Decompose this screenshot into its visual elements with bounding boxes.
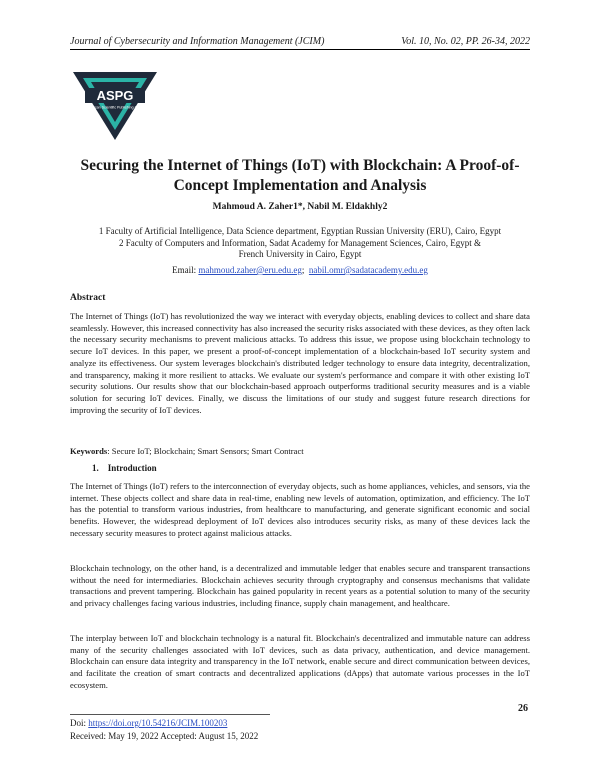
affiliations xyxy=(80,226,520,261)
intro-paragraph-1: The Internet of Things (IoT) refers to the interconnection of everyday objects, such as home appliances, vehicles, and sensors, via the internet. These objects collect and share data in real-time, enabling new levels of automation, optimization, and efficiency. The IoT has the potential to transform various industries, from healthcare to manufacturing, and generate significant economic and social benefits. However, the widespread deployment of IoT devices also introduces security risks, as many of these devices lack the necessary security measures to protect against malicious attacks. xyxy=(70,481,530,538)
affiliation-2-cont: French University in Cairo, Egypt xyxy=(238,249,362,259)
intro-paragraph-3: The interplay between IoT and blockchain technology is a natural fit. Blockchain's decentralized and immutable nature can address many of the security challenges associated with IoT devices, such as data privacy, authentication, and device management. Blockchain can ensure data integrity and transparency in the IoT network, enable secure and direct communication between devices, and facilitate the creation of smart contracts and decentralized applications (dApps) that automate various processes in the IoT ecosystem. xyxy=(70,633,530,690)
affiliation-2: 2 Faculty of Computers and Information, Sadat Academy for Management Sciences, Cairo, Egypt & xyxy=(119,237,481,248)
authors: Mahmoud A. Zaher1*, Nabil M. Eldakhly2 xyxy=(212,202,388,212)
page-number: 26 xyxy=(518,703,528,714)
affiliation-1: 1 Faculty of Artificial Intelligence, Data Science department, Egyptian Russian University (ERU), Cairo, Egypt xyxy=(98,226,502,236)
email-label: Email: xyxy=(172,265,197,275)
doi-link[interactable]: https://doi.org/10.54216/JCIM.100203 xyxy=(88,718,228,728)
logo-text: ASPG xyxy=(96,88,134,103)
paper-title: Securing the Internet of Things (IoT) with Blockchain: A Proof-of- Concept Implementation and Analysis xyxy=(80,157,520,194)
keywords-text: : Secure IoT; Blockchain; Smart Sensors; Smart Contract xyxy=(107,446,304,456)
keywords-label: Keywords xyxy=(70,446,108,456)
section-heading: 1. Introduction xyxy=(92,463,157,473)
received-dates: Received: May 19, 2022 Accepted: August 15, 2022 xyxy=(70,731,259,741)
abstract-text: The Internet of Things (IoT) has revolutionized the way we interact with everyday objects, enabling devices to collect and share data seamlessly. However, this increased connectivity has also increased the security risks associated with these devices, as they often lack the necessary security mechanisms to prevent malicious attacks. To address this issue, we propose using blockchain technology to secure IoT devices. In this paper, we present a proof-of-concept implementation of a blockchain-based IoT security system and analyze its effectiveness. Our system leverages blockchain's distributed ledger technology to ensure data integrity, decentralization, and transparency, making it more resilient to attacks. We evaluate our system's performance and compare it with other existing IoT security solutions. Our results show that our blockchain-based approach outperforms traditional security measures and is a viable solution for securing IoT devices. Finally, we discuss the limitations of our study and suggest future research directions for improving the security of IoT devices. xyxy=(70,311,530,415)
email-link-1[interactable]: mahmoud.zaher@eru.edu.eg xyxy=(198,265,302,275)
email-line: Email: mahmoud.zaher@eru.edu.eg; nabil.omr@sadatacademy.edu.eg xyxy=(172,265,428,275)
intro-paragraph-2: Blockchain technology, on the other hand, is a decentralized and immutable ledger that enables secure and transparent transactions without the need for intermediaries. Blockchain achieves security through cryptography and consensus mechanisms that validate transactions and prevent tampering. Blockchain has gained popularity in recent years as a potential solution to many of the security and privacy challenges facing various industries, including finance, supply chain management, and healthcare. xyxy=(70,563,530,609)
aspg-logo xyxy=(71,70,159,142)
running-header xyxy=(70,36,530,50)
journal-name: Journal of Cybersecurity and Information Management (JCIM) xyxy=(70,36,325,47)
doi-line: Doi: https://doi.org/10.54216/JCIM.100203 xyxy=(70,718,228,728)
footer-rule xyxy=(70,714,270,715)
email-link-2[interactable]: nabil.omr@sadatacademy.edu.eg xyxy=(308,265,428,275)
header-rule xyxy=(70,49,530,50)
keywords xyxy=(70,446,530,456)
volume-info: Vol. 10, No. 02, PP. 26-34, 2022 xyxy=(401,36,530,47)
abstract-heading: Abstract xyxy=(70,293,106,303)
logo-subtitle: American Scientific Publishing Group xyxy=(85,105,145,110)
